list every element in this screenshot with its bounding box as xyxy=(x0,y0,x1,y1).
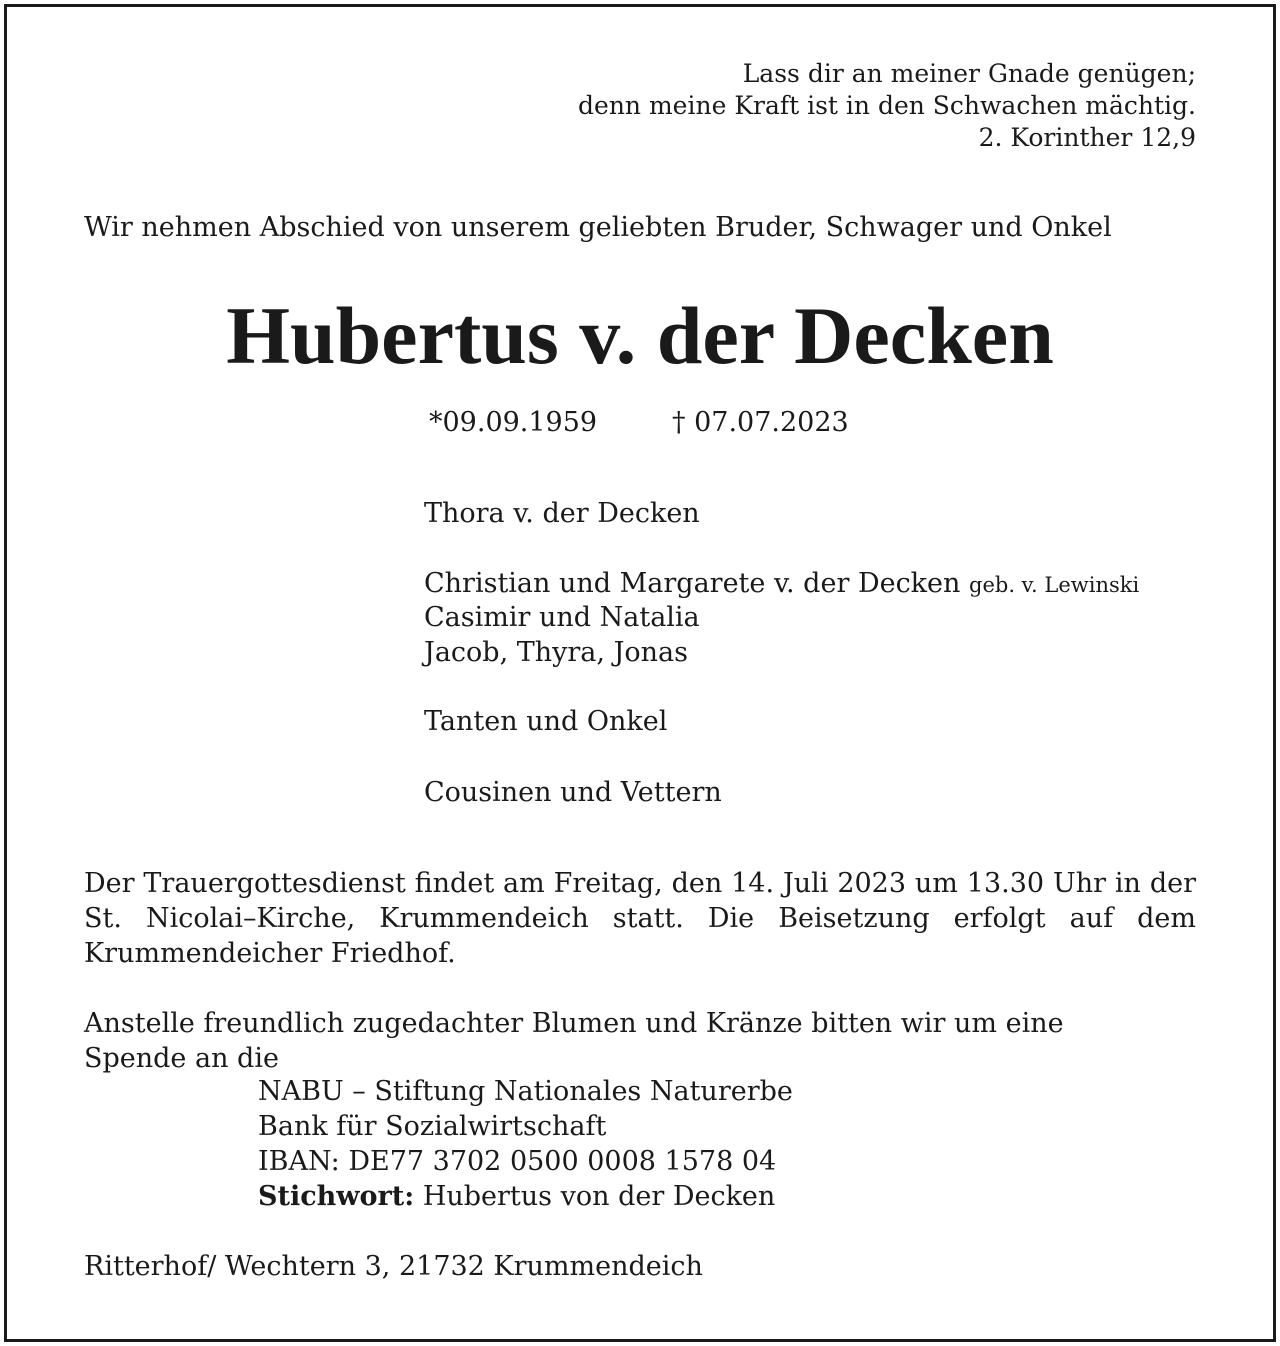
bible-verse xyxy=(578,58,1196,154)
donation-organization: NABU – Stiftung Nationales Naturerbe xyxy=(258,1076,793,1107)
maiden-name-note: geb. v. Lewinski xyxy=(969,573,1140,597)
service-paragraph: Der Trauergottesdienst findet am Freitag, den 14. Juli 2023 um 13.30 Uhr in der St. Nicolai–Kirche, Krummendeich statt. Die Beisetzung erfolgt auf dem Krummendeicher Friedhof. xyxy=(84,868,1196,969)
mourner-children: Jacob, Thyra, Jonas xyxy=(424,637,688,668)
mourner-nephew-couple: Casimir und Natalia xyxy=(424,602,700,633)
donation-paragraph: Anstelle freundlich zugedachter Blumen und Kränze bitten wir um eine Spende an die xyxy=(84,1008,1064,1074)
verse-line-2: denn meine Kraft ist in den Schwachen mächtig. xyxy=(578,91,1196,120)
donation-keyword xyxy=(258,1179,775,1214)
keyword-value: Hubertus von der Decken xyxy=(422,1181,776,1212)
verse-reference: 2. Korinther 12,9 xyxy=(978,123,1196,152)
donation-bank: Bank für Sozialwirtschaft xyxy=(258,1111,607,1142)
mourner-cousins: Cousinen und Vettern xyxy=(424,777,722,808)
mourner-aunts-uncles: Tanten und Onkel xyxy=(424,706,668,737)
intro-text: Wir nehmen Abschied von unserem geliebten Bruder, Schwager und Onkel xyxy=(84,212,1112,243)
mourner-brother-couple-names: Christian und Margarete v. der Decken xyxy=(424,568,961,599)
donation-iban: IBAN: DE77 3702 0500 0008 1578 04 xyxy=(258,1146,777,1177)
birth-date: *09.09.1959 xyxy=(429,407,598,438)
keyword-label: Stichwort: xyxy=(258,1181,415,1212)
deceased-name: Hubertus v. der Decken xyxy=(226,290,1054,381)
notice-border xyxy=(4,4,1276,1342)
address: Ritterhof/ Wechtern 3, 21732 Krummendeich xyxy=(84,1251,703,1282)
mourner-brother-couple xyxy=(424,566,1139,603)
verse-line-1: Lass dir an meiner Gnade genügen; xyxy=(742,59,1196,88)
death-date: † 07.07.2023 xyxy=(672,407,849,438)
mourner-sister: Thora v. der Decken xyxy=(424,498,700,529)
